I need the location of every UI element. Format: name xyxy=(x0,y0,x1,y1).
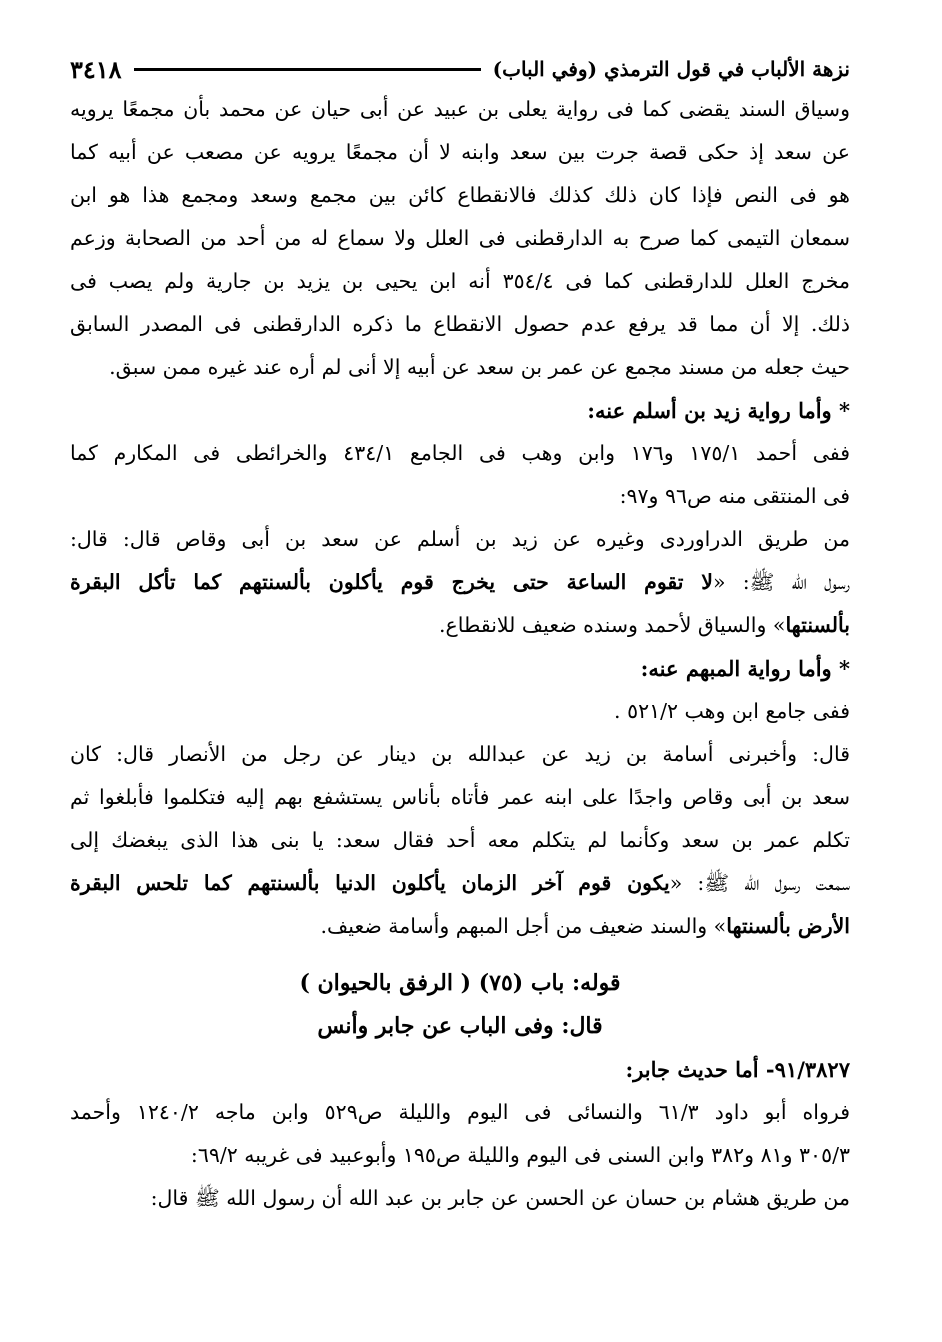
chapter-title: قوله: باب (٧٥) ( الرفق بالحيوان ) xyxy=(299,970,621,996)
chapter-subtitle: قال: وفى الباب عن جابر وأنس xyxy=(317,1013,603,1039)
text-line: عن سعد إذ حكى قصة جرت بين سعد وابنه لا أن مجمعًا يرويه عن مصعب عن أبيه كما xyxy=(70,140,850,164)
plain-text: » والسند ضعيف من أجل المبهم وأسامة ضعيف. xyxy=(320,914,727,938)
page-number: ٣٤١٨ xyxy=(70,54,122,84)
text-line: وسياق السند يقضى كما فى رواية يعلى بن عبيد عن أبى حيان عن محمد بأن مجمعًا يرويه xyxy=(70,97,850,121)
hadith-heading: ٩١/٣٨٢٧- أما حديث جابر: xyxy=(625,1057,850,1082)
text-line: ٣٠٥/٣ و٨١ و٣٨٢ وابن السنى فى اليوم والليلة ص١٩٥ وأبوعبيد فى غريبه ٦٩/٢: xyxy=(190,1143,850,1167)
section-heading-mubham: * وأما رواية المبهم عنه: xyxy=(640,656,850,681)
text-line: هو فى النص فإذا كان ذلك كذلك فالانقطاع كائن بين مجمع وسعد ومجمع هذا هو ابن xyxy=(70,183,850,207)
text-line xyxy=(70,905,850,948)
paragraph-4: ففى جامع ابن وهب ٥٢١/٢ . xyxy=(614,699,850,723)
running-title: نزهة الألباب في قول الترمذي (وفي الباب) xyxy=(492,57,850,81)
hadith-text: الأرض بألسنتها xyxy=(726,914,850,938)
paragraph-2 xyxy=(70,432,850,518)
paragraph-1 xyxy=(70,88,850,389)
paragraph-7: من طريق هشام بن حسان عن الحسن عن جابر بن عبد الله أن رسول الله ﷺ قال: xyxy=(150,1186,850,1210)
paragraph-3 xyxy=(70,518,850,647)
text-line: مخرج العلل للدارقطنى كما فى ٣٥٤/٤ أنه ابن يحيى بن يزيد بن جارية ولم يصب فى xyxy=(70,269,850,293)
text-line: من طريق الدراوردى وغيره عن زيد بن أسلم عن سعد بن أبى وقاص قال: قال: xyxy=(70,527,850,551)
hadith-text: لا تقوم الساعة حتى يخرج قوم يأكلون بألسنتهم كما تأكل البقرة xyxy=(70,570,713,594)
text-line: ذلك. إلا أن مما قد يرفع عدم حصول الانقطاع ما ذكره الدارقطنى فى المصدر السابق xyxy=(70,312,850,336)
text-line: تكلم عمر بن سعد وكأنما لم يتكلم معه أحد فقال سعد: يا بنى هذا الذى يبغضك إلى xyxy=(70,828,850,852)
text-line: سعد بن أبى وقاص واجدًا على ابنه عمر فأتاه بأناس يستشفع بهم إليه فتكلموا فأبلغوا ثم xyxy=(70,785,850,809)
text-line: سمعان التيمى كما صرح به الدارقطنى فى العلل ولا سماع له من أحد من الصحابة وزعم xyxy=(70,226,850,250)
hadith-text: بألسنتها xyxy=(785,613,850,637)
spacer xyxy=(70,948,850,962)
text-line xyxy=(70,561,850,604)
text-line: فى المنتقى منه ص٩٦ و٩٧: xyxy=(619,484,850,508)
paragraph-5 xyxy=(70,733,850,948)
plain-text: رسول الله ﷺ: « xyxy=(713,570,850,594)
paragraph-6 xyxy=(70,1091,850,1177)
book-page xyxy=(70,50,850,1310)
text-line: ففى أحمد ١٧٥/١ و١٧٦ وابن وهب فى الجامع ٤٣٤/١ والخرائطى فى المكارم كما xyxy=(70,441,850,465)
text-line: فرواه أبو داود ٦١/٣ والنسائى فى اليوم والليلة ص٥٢٩ وابن ماجه ١٢٤٠/٢ وأحمد xyxy=(70,1100,850,1124)
text-line: حيث جعله من مسند مجمع عن عمر بن سعد عن أبيه إلا أنى لم أره عند غيره ممن سبق. xyxy=(109,355,850,379)
header-rule xyxy=(134,68,481,71)
hadith-text: يكون قوم آخر الزمان يأكلون الدنيا بألسنتهم كما تلحس البقرة xyxy=(70,871,670,895)
page-header xyxy=(70,50,850,88)
plain-text: » والسياق لأحمد وسنده ضعيف للانقطاع. xyxy=(439,613,786,637)
plain-text: سمعت رسول الله ﷺ: « xyxy=(669,871,850,895)
text-line: قال: وأخبرنى أسامة بن زيد عن عبدالله بن دينار عن رجل من الأنصار قال: كان xyxy=(70,742,850,766)
text-line xyxy=(70,604,850,647)
section-heading-zayd: * وأما رواية زيد بن أسلم عنه: xyxy=(587,398,850,423)
text-line xyxy=(70,862,850,905)
